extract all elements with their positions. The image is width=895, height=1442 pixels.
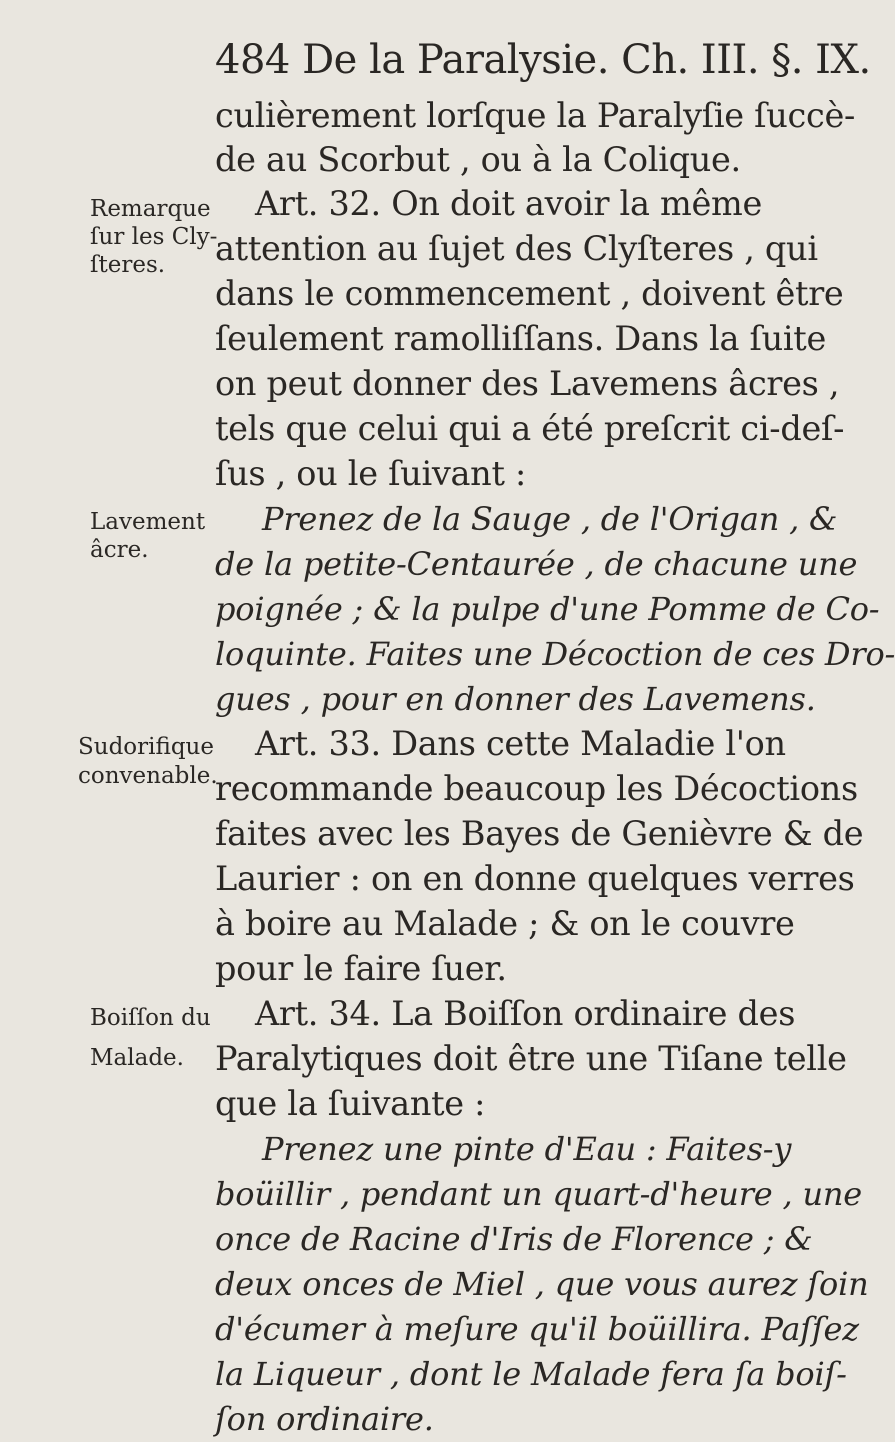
recipe-line: boüillir , pendant un quart-d'heure , une bbox=[215, 1175, 863, 1213]
recipe-line: gues , pour en donner des Lavemens. bbox=[215, 680, 816, 718]
margin-note-remarque: ſur les Cly- bbox=[90, 224, 218, 250]
text-line: Laurier : on en donne quelques verres bbox=[215, 859, 855, 898]
article-34-start: Art. 34. La Boiſſon ordinaire des bbox=[255, 994, 796, 1033]
margin-note-remarque: Remarque bbox=[90, 196, 211, 222]
article-32-start: Art. 32. On doit avoir la même bbox=[255, 184, 762, 223]
margin-note-sudorifique: Sudorifique bbox=[78, 734, 214, 760]
margin-note-lavement: âcre. bbox=[90, 537, 149, 563]
text-line: culièrement lorſque la Paralyſie ſuccè- bbox=[215, 96, 855, 135]
text-line: tels que celui qui a été preſcrit ci-deſ- bbox=[215, 409, 845, 448]
recipe-line: Prenez une pinte d'Eau : Faites-y bbox=[262, 1130, 792, 1168]
recipe-line: loquinte. Faites une Décoction de ces Dro- bbox=[215, 635, 895, 673]
text-line: à boire au Malade ; & on le couvre bbox=[215, 904, 795, 943]
text-line: que la ſuivante : bbox=[215, 1084, 486, 1123]
margin-note-remarque: ſteres. bbox=[90, 252, 166, 278]
recipe-line: de la petite-Centaurée , de chacune une bbox=[215, 545, 858, 583]
margin-note-boisson: Boiſſon du bbox=[90, 1005, 211, 1031]
text-line: faites avec les Bayes de Genièvre & de bbox=[215, 814, 864, 853]
recipe-line: deux onces de Miel , que vous aurez ſoin bbox=[215, 1265, 869, 1303]
recipe-line: poignée ; & la pulpe d'une Pomme de Co- bbox=[215, 590, 880, 628]
running-header: 484 De la Paralysie. Ch. III. §. IX. bbox=[215, 37, 871, 83]
margin-note-sudorifique: convenable. bbox=[78, 763, 218, 789]
text-line: dans le commencement , doivent être bbox=[215, 274, 844, 313]
text-line: recommande beaucoup les Décoctions bbox=[215, 769, 858, 808]
text-line: ſeulement ramolliſſans. Dans la ſuite bbox=[215, 319, 826, 358]
text-line: pour le faire ſuer. bbox=[215, 949, 507, 988]
recipe-line: once de Racine d'Iris de Florence ; & bbox=[215, 1220, 813, 1258]
recipe-line: d'écumer à meſure qu'il boüillira. Paſſez bbox=[215, 1310, 859, 1348]
margin-note-lavement: Lavement bbox=[90, 509, 206, 535]
text-line: Paralytiques doit être une Tiſane telle bbox=[215, 1039, 847, 1078]
recipe-line: Prenez de la Sauge , de l'Origan , & bbox=[262, 500, 838, 538]
recipe-line: ſon ordinaire. bbox=[215, 1400, 434, 1438]
recipe-line: la Liqueur , dont le Malade fera ſa boiſ- bbox=[215, 1355, 847, 1393]
text-line: ſus , ou le ſuivant : bbox=[215, 454, 526, 493]
margin-note-boisson: Malade. bbox=[90, 1045, 184, 1071]
text-line: attention au ſujet des Clyſteres , qui bbox=[215, 229, 818, 268]
article-33-start: Art. 33. Dans cette Maladie l'on bbox=[255, 724, 786, 763]
text-line: on peut donner des Lavemens âcres , bbox=[215, 364, 840, 403]
text-line: de au Scorbut , ou à la Colique. bbox=[215, 140, 741, 179]
